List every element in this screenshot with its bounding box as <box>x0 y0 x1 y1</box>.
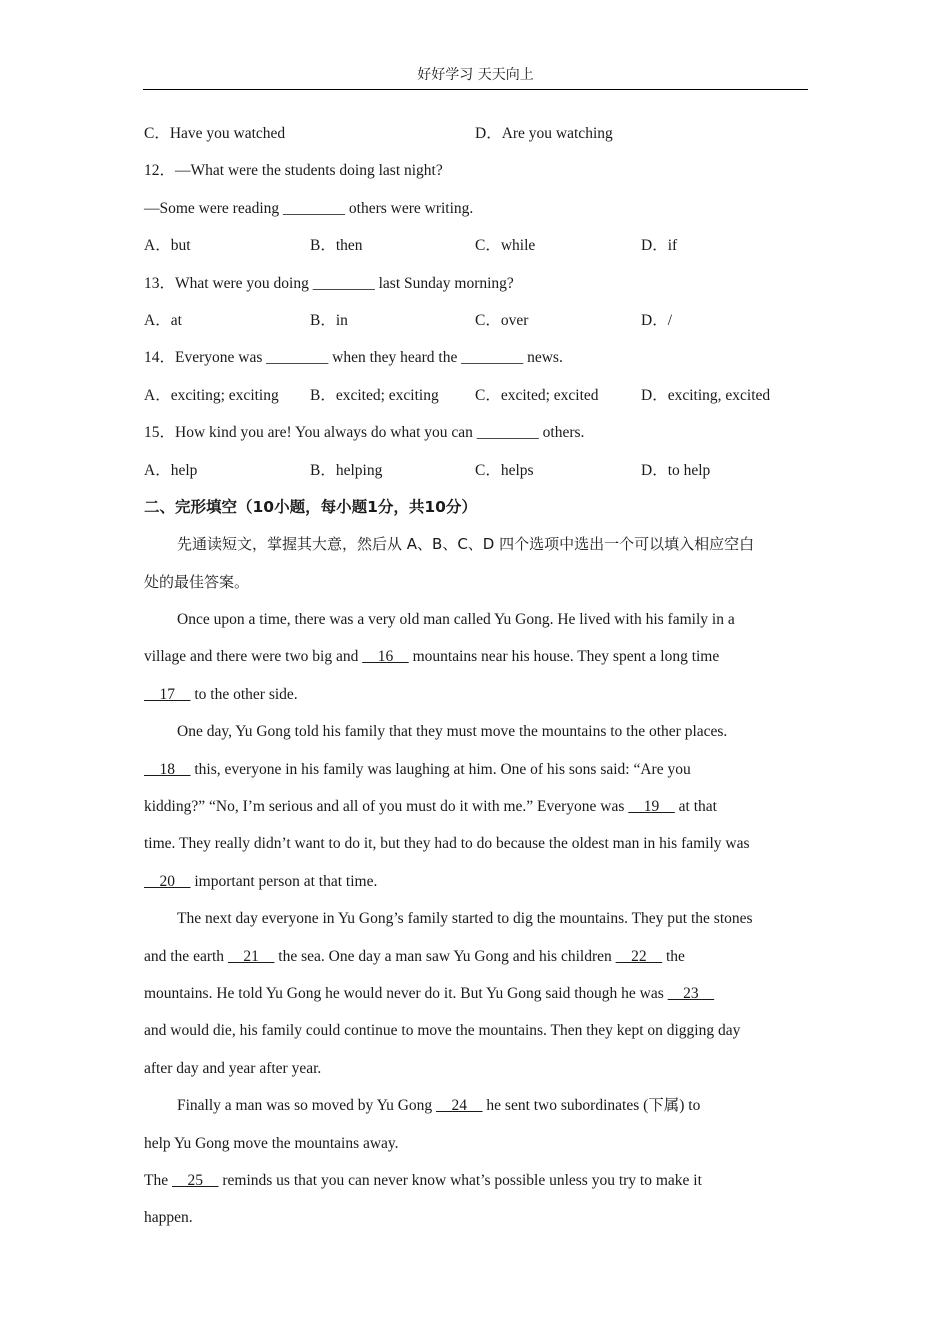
passage-line <box>144 975 808 1012</box>
blank-20: 20 <box>144 872 191 890</box>
passage-line <box>144 1087 808 1124</box>
passage-line: One day, Yu Gong told his family that they must move the mountains to the other places. <box>177 723 728 741</box>
option-a: A．help <box>144 461 198 479</box>
blank-25: 25 <box>171 1171 219 1189</box>
passage-line: time. They really didn’t want to do it, but they had to do because the oldest man in his family was <box>144 835 750 853</box>
exam-content <box>144 115 808 1237</box>
option-d: D．exciting, excited <box>641 386 771 404</box>
passage-text: the sea. One day a man saw Yu Gong and his children <box>274 947 616 965</box>
passage-text: and the earth <box>144 947 228 965</box>
passage-line <box>144 751 808 788</box>
blank-23: 23 <box>667 984 715 1002</box>
passage-text: mountains near his house. They spent a long time <box>408 648 720 666</box>
question-12-options <box>144 227 808 264</box>
blank-18: 18 <box>144 760 191 778</box>
blank-17: 17 <box>144 685 191 703</box>
option-a: A．at <box>144 311 182 329</box>
passage-text: Finally a man was so moved by Yu Gong <box>177 1097 437 1115</box>
passage-line <box>144 788 808 825</box>
blank-19: 19 <box>628 798 675 816</box>
passage-text: the <box>662 947 685 965</box>
question-14-options <box>144 377 808 414</box>
question-12-stem: 12．—What were the students doing last night? <box>144 162 443 180</box>
header-title: 好好学习 天天向上 <box>417 67 534 83</box>
blank-24: 24 <box>436 1097 483 1115</box>
option-b: B．excited; exciting <box>310 386 439 404</box>
section-title: 二、完形填空（10小题，每小题1分，共10分） <box>144 497 477 516</box>
question-13-options <box>144 302 808 339</box>
passage-text: mountains. He told Yu Gong he would never do it. But Yu Gong said though he was <box>144 984 668 1002</box>
section-instructions: 先通读短文，掌握其大意，然后从 A、B、C、D 四个选项中选出一个可以填入相应空白 <box>177 535 755 554</box>
passage-line: and would die, his family could continue to move the mountains. Then they kept on digging day <box>144 1022 741 1040</box>
option-b: B．in <box>310 311 348 329</box>
passage-text: this, everyone in his family was laughing at him. One of his sons said: “Are you <box>190 760 691 778</box>
passage-text: important person at that time. <box>190 872 378 890</box>
passage-text: reminds us that you can never know what’s possible unless you try to make it <box>218 1171 702 1189</box>
blank-16: 16 <box>362 648 409 666</box>
question-13-stem: 13．What were you doing ________ last Sunday morning? <box>144 274 514 292</box>
option-c: C．helps <box>475 461 534 479</box>
blank-22: 22 <box>615 947 663 965</box>
passage-line: help Yu Gong move the mountains away. <box>144 1134 399 1152</box>
passage-text: to the other side. <box>190 685 298 703</box>
option-b: B．then <box>310 237 363 255</box>
passage-text: kidding?” “No, I’m serious and all of you must do it with me.” Everyone was <box>144 798 629 816</box>
option-c: C．over <box>475 311 529 329</box>
passage-line <box>144 938 808 975</box>
question-12-stem-2: —Some were reading ________ others were writing. <box>144 199 474 217</box>
passage-text: he sent two subordinates (下属) to <box>482 1097 701 1115</box>
passage-text: The <box>144 1171 172 1189</box>
option-a: A．exciting; exciting <box>144 386 279 404</box>
section-instructions-cont: 处的最佳答案。 <box>144 572 250 591</box>
option-c: C．while <box>475 237 536 255</box>
passage-text: at that <box>674 798 717 816</box>
option-d: D．/ <box>641 311 673 329</box>
option-d: D．to help <box>641 461 711 479</box>
passage-line: happen. <box>144 1209 193 1227</box>
option-c: C．excited; excited <box>475 386 599 404</box>
passage-line <box>144 1162 808 1199</box>
option-d: D．Are you watching <box>475 125 613 142</box>
page-header <box>143 62 808 90</box>
question-15-options <box>144 452 808 489</box>
question-14-stem: 14．Everyone was ________ when they heard the ________ news. <box>144 349 563 367</box>
option-b: B．helping <box>310 461 383 479</box>
passage-line: Once upon a time, there was a very old man called Yu Gong. He lived with his family in a <box>177 611 735 629</box>
option-a: A．but <box>144 237 191 255</box>
passage-line <box>144 676 808 713</box>
passage-text: village and there were two big and <box>144 648 363 666</box>
question-15-stem: 15．How kind you are! You always do what you can ________ others. <box>144 424 585 442</box>
passage-line <box>144 863 808 900</box>
passage-line <box>144 638 808 675</box>
blank-21: 21 <box>227 947 275 965</box>
option-c: C．Have you watched <box>144 125 286 142</box>
passage-line: after day and year after year. <box>144 1059 322 1077</box>
question-11-options <box>144 115 808 152</box>
passage-line: The next day everyone in Yu Gong’s family started to dig the mountains. They put the stones <box>177 910 753 928</box>
option-d: D．if <box>641 237 678 255</box>
